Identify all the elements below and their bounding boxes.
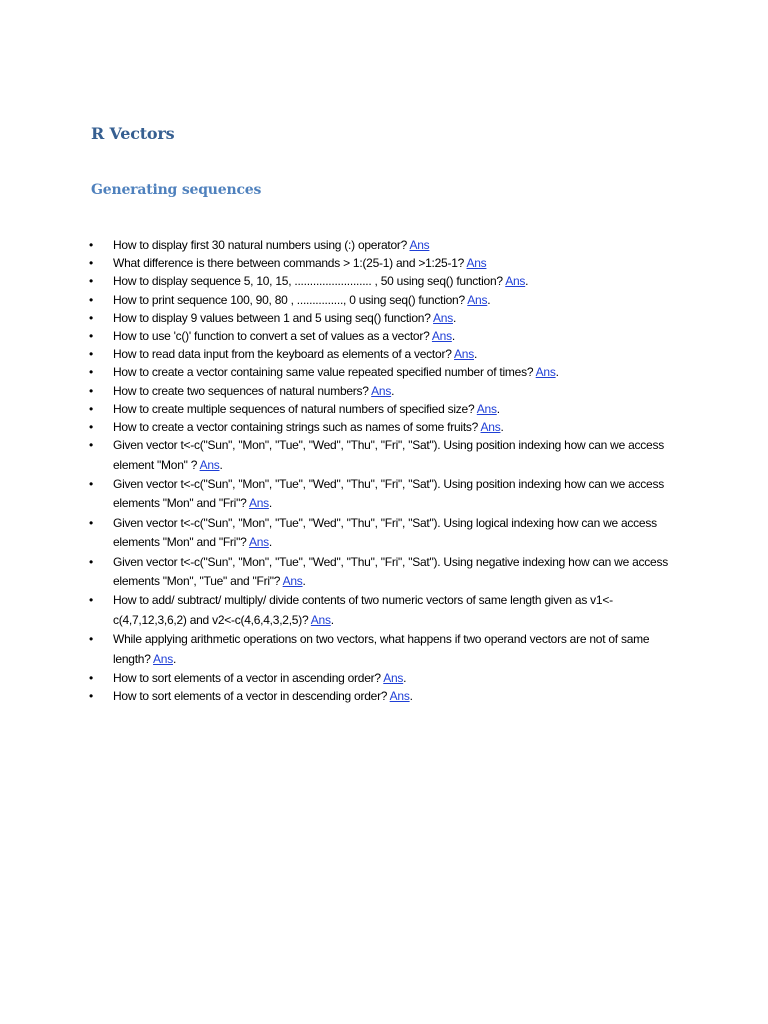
bullet-icon: • bbox=[89, 515, 93, 530]
answer-link[interactable]: Ans bbox=[282, 574, 303, 589]
question-suffix: . bbox=[473, 347, 478, 362]
list-item bbox=[0, 291, 768, 309]
list-item bbox=[0, 272, 768, 290]
question-suffix: . bbox=[487, 292, 491, 307]
answer-link[interactable]: Ans bbox=[480, 420, 501, 435]
bullet-icon: • bbox=[89, 310, 93, 325]
answer-link[interactable]: Ans bbox=[371, 383, 392, 398]
page-title: R Vectors bbox=[91, 124, 175, 143]
list-item bbox=[0, 382, 768, 400]
question-text: Given vector t<-c("Sun", "Mon", "Tue", "Wed", "Thu", "Fri", "Sat"). Using negative indexing how can we access elements "Mon", "Tue" and "Fri"? bbox=[113, 554, 668, 589]
question-suffix: . bbox=[500, 420, 504, 435]
question-suffix: . bbox=[330, 612, 334, 627]
question-suffix: . bbox=[268, 535, 272, 550]
list-item bbox=[0, 418, 768, 436]
answer-link[interactable]: Ans bbox=[467, 292, 488, 307]
question-suffix: . bbox=[302, 574, 306, 589]
question-text: How to create two sequences of natural numbers? bbox=[113, 383, 372, 398]
question-text: What difference is there between commands > 1:(25-1) and >1:25-1? bbox=[113, 256, 467, 271]
answer-link[interactable]: Ans bbox=[535, 365, 556, 380]
question-suffix: . bbox=[391, 383, 395, 398]
question-suffix: . bbox=[525, 274, 529, 289]
bullet-icon: • bbox=[89, 365, 93, 380]
list-item bbox=[0, 514, 768, 553]
answer-link[interactable]: Ans bbox=[454, 347, 474, 362]
list-item bbox=[0, 254, 768, 272]
answer-link[interactable]: Ans bbox=[433, 310, 453, 325]
question-text: How to display sequence 5, 10, 15, ......................... , 50 using seq() function? bbox=[113, 274, 506, 289]
question-text: Given vector t<-c("Sun", "Mon", "Tue", "Wed", "Thu", "Fri", "Sat"). Using logical indexing how can we access elements "Mon" and "Fri"? bbox=[113, 515, 657, 550]
bullet-icon: • bbox=[89, 632, 93, 647]
question-text: How to add/ subtract/ multiply/ divide contents of two numeric vectors of same length given as v1<-c(4,7,12,3,6,2) and v2<-c(4,6,4,3,2,5)? bbox=[113, 593, 613, 627]
bullet-icon: • bbox=[89, 477, 93, 492]
answer-link[interactable]: Ans bbox=[431, 329, 452, 344]
list-item bbox=[0, 345, 768, 363]
bullet-icon: • bbox=[89, 593, 93, 608]
answer-link[interactable]: Ans bbox=[383, 671, 404, 686]
answer-link[interactable]: Ans bbox=[389, 689, 410, 704]
list-item bbox=[0, 436, 768, 475]
answer-link[interactable]: Ans bbox=[248, 496, 269, 511]
question-text: How to create multiple sequences of natural numbers of specified size? bbox=[113, 401, 477, 416]
question-suffix: . bbox=[409, 689, 413, 704]
answer-link[interactable]: Ans bbox=[476, 401, 497, 416]
question-text: How to print sequence 100, 90, 80 , ..............., 0 using seq() function? bbox=[113, 292, 468, 307]
answer-link[interactable]: Ans bbox=[153, 651, 173, 666]
answer-link[interactable]: Ans bbox=[466, 256, 487, 271]
list-item bbox=[0, 327, 768, 345]
list-item bbox=[0, 236, 768, 254]
bullet-icon: • bbox=[89, 274, 93, 289]
list-item bbox=[0, 687, 768, 705]
bullet-icon: • bbox=[89, 401, 93, 416]
bullet-icon: • bbox=[89, 347, 93, 362]
question-suffix: . bbox=[268, 496, 272, 511]
bullet-icon: • bbox=[89, 420, 93, 435]
question-text: How to display 9 values between 1 and 5 using seq() function? bbox=[113, 310, 434, 325]
list-item bbox=[0, 669, 768, 687]
answer-link[interactable]: Ans bbox=[199, 457, 220, 472]
section-heading: Generating sequences bbox=[91, 182, 262, 198]
bullet-icon: • bbox=[89, 383, 93, 398]
answer-link[interactable]: Ans bbox=[505, 274, 526, 289]
bullet-icon: • bbox=[89, 238, 93, 252]
question-text: While applying arithmetic operations on two vectors, what happens if two operand vectors are not of same length? bbox=[113, 632, 650, 666]
bullet-icon: • bbox=[89, 689, 93, 704]
question-text: Given vector t<-c("Sun", "Mon", "Tue", "Wed", "Thu", "Fri", "Sat"). Using position indexing how can we access element "Mon" ? bbox=[113, 438, 664, 472]
question-text: How to read data input from the keyboard as elements of a vector? bbox=[113, 347, 455, 362]
question-suffix: . bbox=[452, 310, 457, 325]
bullet-icon: • bbox=[89, 438, 93, 453]
list-item bbox=[0, 309, 768, 327]
question-suffix: . bbox=[555, 365, 559, 380]
list-item bbox=[0, 363, 768, 381]
bullet-icon: • bbox=[89, 292, 93, 307]
question-text: Given vector t<-c("Sun", "Mon", "Tue", "Wed", "Thu", "Fri", "Sat"). Using position indexing how can we access elements "Mon" and "Fri"? bbox=[113, 477, 664, 511]
list-item bbox=[0, 475, 768, 514]
question-suffix: . bbox=[172, 651, 177, 666]
question-suffix: . bbox=[451, 329, 455, 344]
question-text: How to sort elements of a vector in descending order? bbox=[113, 689, 390, 704]
question-text: How to display first 30 natural numbers using (:) operator? bbox=[113, 238, 410, 252]
bullet-icon: • bbox=[89, 554, 93, 569]
question-text: How to use 'c()' function to convert a set of values as a vector? bbox=[113, 329, 432, 344]
answer-link[interactable]: Ans bbox=[310, 612, 331, 627]
question-list bbox=[0, 236, 768, 706]
bullet-icon: • bbox=[89, 256, 93, 271]
list-item bbox=[0, 630, 768, 669]
question-text: How to sort elements of a vector in ascending order? bbox=[113, 671, 384, 686]
answer-link[interactable]: Ans bbox=[409, 238, 430, 252]
bullet-icon: • bbox=[89, 329, 93, 344]
question-suffix: . bbox=[403, 671, 407, 686]
bullet-icon: • bbox=[89, 671, 93, 686]
question-text: How to create a vector containing strings such as names of some fruits? bbox=[113, 420, 481, 435]
list-item bbox=[0, 553, 768, 592]
question-suffix: . bbox=[496, 401, 500, 416]
list-item bbox=[0, 400, 768, 418]
list-item bbox=[0, 591, 768, 630]
answer-link[interactable]: Ans bbox=[248, 535, 269, 550]
question-text: How to create a vector containing same value repeated specified number of times? bbox=[113, 365, 536, 380]
question-suffix: . bbox=[219, 457, 223, 472]
